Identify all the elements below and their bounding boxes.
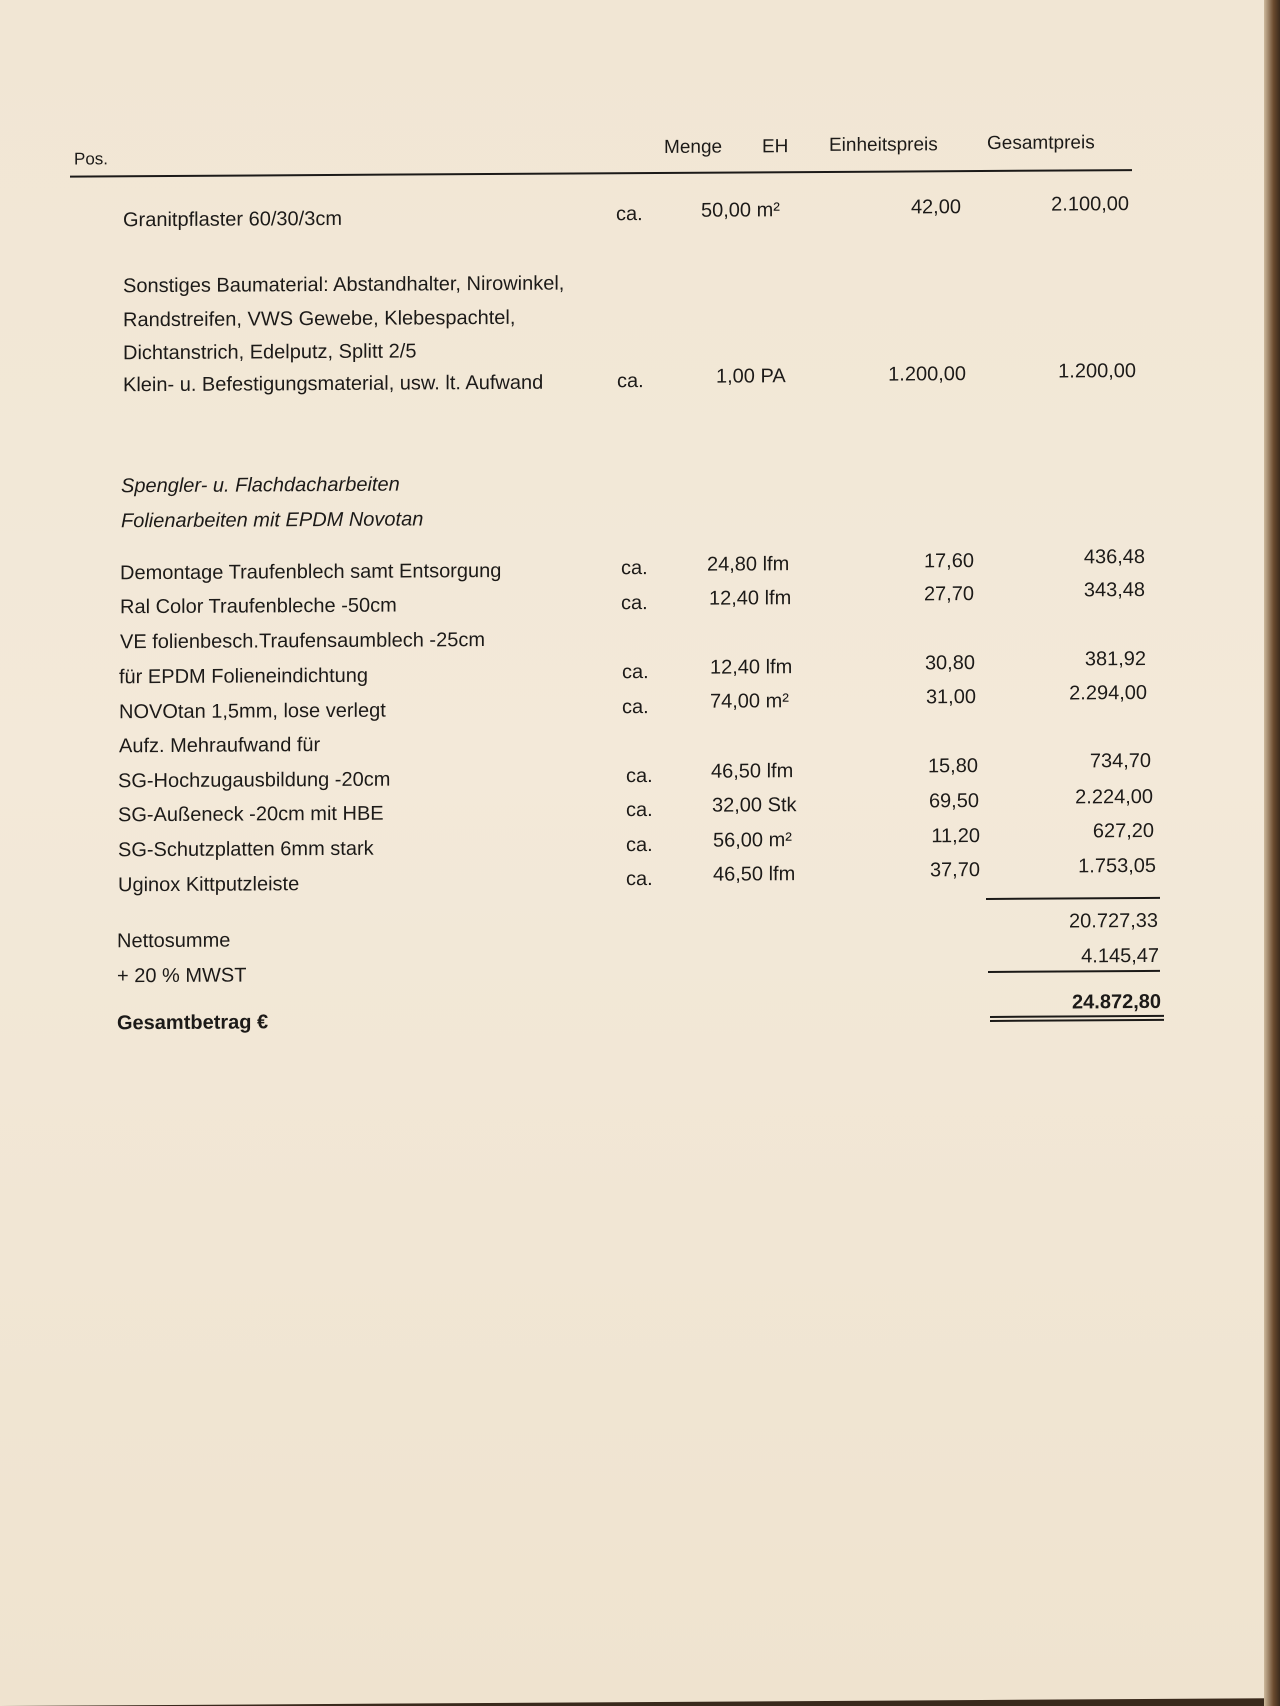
item-ca: ca. (622, 661, 649, 684)
mwst-label: + 20 % MWST (117, 964, 247, 988)
item-description: Sonstiges Baumaterial: Abstandhalter, Nirowinkel, (123, 272, 565, 298)
netto-label: Nettosumme (117, 929, 231, 953)
header-pos: Pos. (74, 149, 109, 169)
item-ca: ca. (626, 765, 653, 788)
section-subtitle: Folienarbeiten mit EPDM Novotan (121, 508, 424, 533)
item-description: Uginox Kittputzleiste (118, 873, 300, 897)
item-total: 381,92 (1084, 647, 1146, 671)
item-unit-price: 27,70 (923, 583, 974, 606)
item-quantity: 50,00 m² (701, 199, 780, 222)
item-ca: ca. (626, 799, 653, 822)
item-quantity: 1,00 PA (716, 365, 786, 388)
item-total: 2.100,00 (1051, 193, 1129, 216)
header-rule (70, 169, 1132, 177)
item-description: SG-Außeneck -20cm mit HBE (118, 802, 384, 827)
item-description: Ral Color Traufenbleche -50cm (120, 594, 397, 619)
header-menge: Menge (664, 136, 723, 158)
item-description: Dichtanstrich, Edelputz, Splitt 2/5 (123, 340, 417, 365)
item-description: Demontage Traufenblech samt Entsorgung (120, 559, 502, 585)
item-ca: ca. (621, 557, 648, 580)
item-quantity: 32,00 Stk (712, 794, 797, 817)
item-ca: ca. (626, 834, 653, 857)
gesamt-label: Gesamtbetrag € (117, 1011, 269, 1035)
item-unit-price: 69,50 (928, 790, 979, 813)
item-description: Granitpflaster 60/30/3cm (123, 207, 342, 232)
item-quantity: 46,50 lfm (711, 760, 794, 783)
item-description: für EPDM Folieneindichtung (119, 664, 369, 689)
gesamt-value: 24.872,80 (1072, 990, 1161, 1014)
item-ca: ca. (617, 370, 644, 393)
item-unit-price: 42,00 (910, 196, 961, 219)
item-unit-price: 17,60 (923, 550, 974, 573)
item-total: 1.753,05 (1078, 854, 1156, 878)
item-total: 2.224,00 (1075, 785, 1153, 809)
netto-value: 20.727,33 (1069, 909, 1158, 933)
item-description: VE folienbesch.Traufensaumblech -25cm (120, 629, 485, 654)
item-unit-price: 30,80 (924, 652, 975, 675)
item-quantity: 12,40 lfm (710, 656, 793, 679)
item-description: Randstreifen, VWS Gewebe, Klebespachtel, (123, 306, 516, 332)
item-total: 436,48 (1083, 546, 1145, 569)
item-description: SG-Hochzugausbildung -20cm (118, 768, 391, 793)
header-eh: EH (762, 136, 789, 158)
gesamt-rule-top (990, 1015, 1164, 1018)
item-unit-price: 15,80 (927, 755, 978, 778)
item-quantity: 56,00 m² (713, 829, 792, 852)
item-unit-price: 1.200,00 (888, 363, 966, 386)
item-total: 734,70 (1089, 749, 1151, 773)
item-description: SG-Schutzplatten 6mm stark (118, 837, 374, 862)
header-einheitspreis: Einheitspreis (829, 134, 938, 156)
item-description: NOVOtan 1,5mm, lose verlegt (119, 699, 386, 724)
item-quantity: 74,00 m² (710, 690, 789, 713)
item-unit-price: 11,20 (931, 825, 980, 848)
item-total: 1.200,00 (1058, 360, 1136, 383)
item-total: 627,20 (1092, 819, 1154, 843)
item-ca: ca. (621, 592, 648, 615)
item-total: 2.294,00 (1069, 681, 1147, 705)
paper-edge-shadow (1264, 0, 1280, 1706)
item-quantity: 24,80 lfm (707, 553, 790, 576)
item-quantity: 46,50 lfm (713, 863, 796, 886)
mwst-rule (988, 970, 1160, 973)
item-description: Aufz. Mehraufwand für (119, 734, 321, 758)
header-gesamtpreis: Gesamtpreis (987, 132, 1095, 154)
item-description: Klein- u. Befestigungsmaterial, usw. lt. Aufwand (123, 371, 544, 397)
mwst-value: 4.145,47 (1081, 944, 1159, 968)
item-quantity: 12,40 lfm (709, 587, 792, 610)
gesamt-rule-bottom (990, 1019, 1164, 1022)
item-unit-price: 37,70 (929, 859, 980, 882)
item-total: 343,48 (1083, 579, 1145, 602)
item-ca: ca. (616, 203, 643, 226)
item-ca: ca. (622, 696, 649, 719)
item-ca: ca. (626, 868, 653, 891)
section-title: Spengler- u. Flachdacharbeiten (121, 473, 400, 498)
item-unit-price: 31,00 (925, 686, 976, 709)
subtotal-rule (986, 897, 1160, 900)
